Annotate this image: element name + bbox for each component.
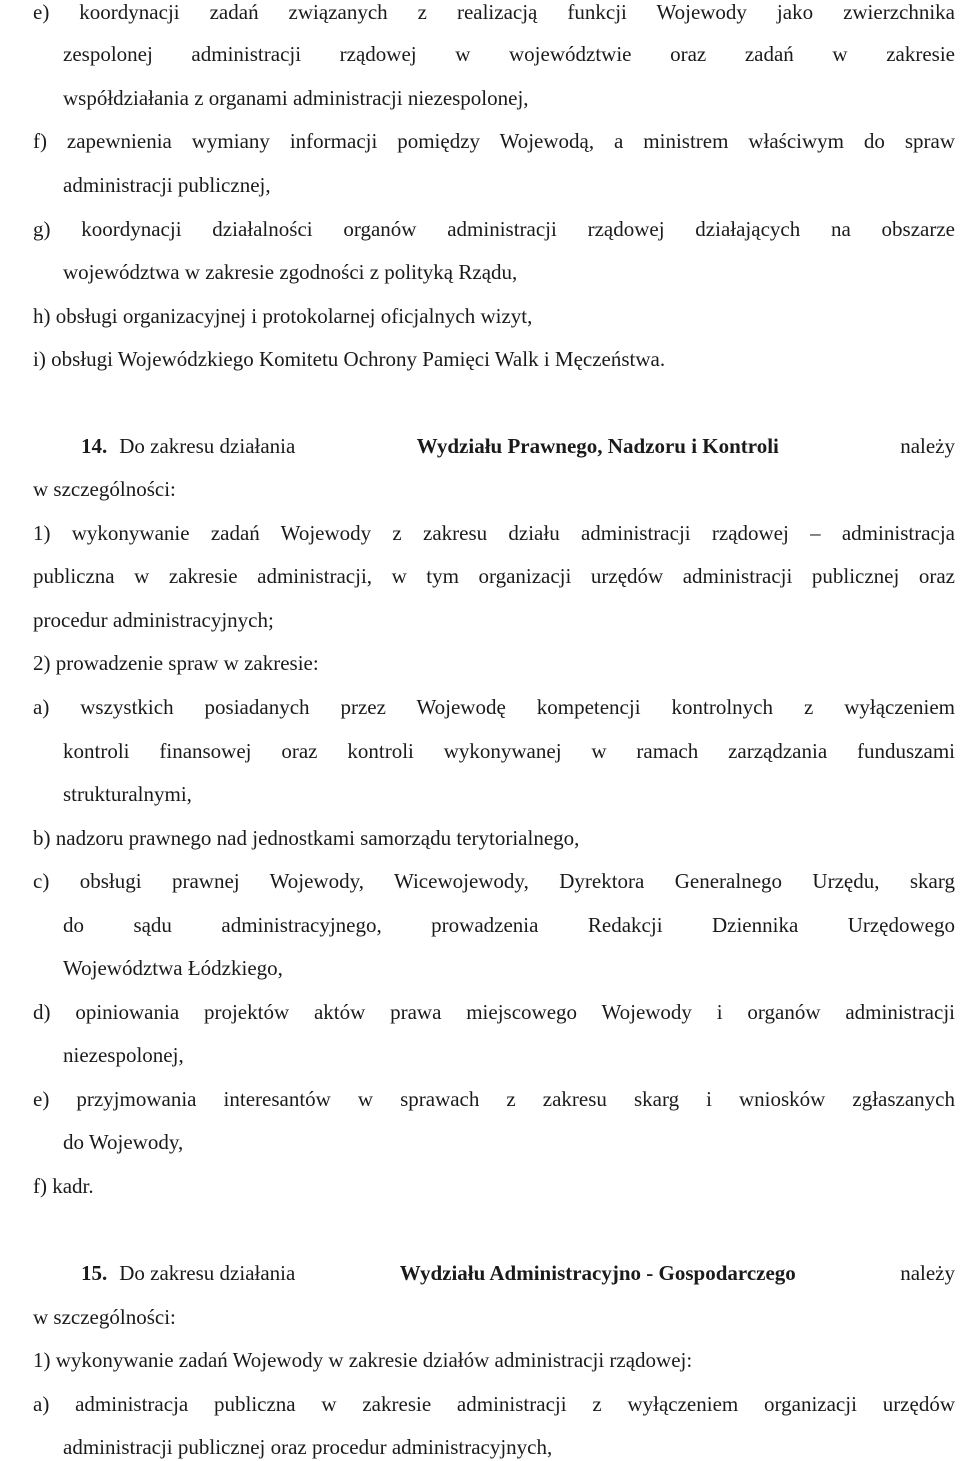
section-14-b: b) nadzoru prawnego nad jednostkami samorządu terytorialnego, xyxy=(33,826,580,850)
section-15-intro: Do zakresu działania xyxy=(119,1261,296,1285)
section-14-c-line3: Województwa Łódzkiego, xyxy=(63,956,283,980)
section-14-należy: należy xyxy=(900,434,955,458)
section-15-należy: należy xyxy=(900,1261,955,1285)
section-14-a-line3: strukturalnymi, xyxy=(63,782,192,806)
section-14-item1-line2: publiczna w zakresie administracji, w tym organizacji urzędów administracji publicznej oraz xyxy=(33,564,955,588)
list-item-f-line2: administracji publicznej, xyxy=(63,173,271,197)
section-15-heading xyxy=(33,1259,955,1287)
list-item-f-line1: f) zapewnienia wymiany informacji pomiędzy Wojewodą, a ministrem właściwym do spraw xyxy=(33,129,955,153)
section-15-a-line2: administracji publicznej oraz procedur administracyjnych, xyxy=(63,1435,553,1459)
section-14-c-line1: c) obsługi prawnej Wojewody, Wicewojewody, Dyrektora Generalnego Urzędu, skarg xyxy=(33,869,955,893)
list-item-i: i) obsługi Wojewódzkiego Komitetu Ochrony Pamięci Walk i Męczeństwa. xyxy=(33,347,666,371)
section-14-a-line2: kontroli finansowej oraz kontroli wykonywanej w ramach zarządzania funduszami xyxy=(63,739,955,763)
section-14-d-line2: niezespolonej, xyxy=(63,1043,184,1067)
section-15-number: 15. xyxy=(81,1261,108,1285)
list-item-e-line1: e) koordynacji zadań związanych z realizacją funkcji Wojewody jako zwierzchnika xyxy=(33,0,955,24)
section-14-department: Wydziału Prawnego, Nadzoru i Kontroli xyxy=(416,434,779,458)
section-14-f: f) kadr. xyxy=(33,1174,94,1198)
section-14-intro: Do zakresu działania xyxy=(119,434,296,458)
section-14-item2: 2) prowadzenie spraw w zakresie: xyxy=(33,651,319,675)
section-14-item1-line3: procedur administracyjnych; xyxy=(33,608,274,632)
section-14-heading xyxy=(33,432,955,460)
section-14-d-line1: d) opiniowania projektów aktów prawa miejscowego Wojewody i organów administracji xyxy=(33,1000,955,1024)
list-item-g-line2: województwa w zakresie zgodności z polityką Rządu, xyxy=(63,260,518,284)
list-item-e-line3: współdziałania z organami administracji niezespolonej, xyxy=(63,86,529,110)
section-14-number: 14. xyxy=(81,434,108,458)
section-14-c-line2: do sądu administracyjnego, prowadzenia Redakcji Dziennika Urzędowego xyxy=(63,913,955,937)
section-15-item1: 1) wykonywanie zadań Wojewody w zakresie działów administracji rządowej: xyxy=(33,1348,693,1372)
section-14-a-line1: a) wszystkich posiadanych przez Wojewodę kompetencji kontrolnych z wyłączeniem xyxy=(33,695,955,719)
list-item-e-line2: zespolonej administracji rządowej w województwie oraz zadań w zakresie xyxy=(63,42,955,66)
list-item-h: h) obsługi organizacyjnej i protokolarnej oficjalnych wizyt, xyxy=(33,304,533,328)
section-15-department: Wydziału Administracyjno - Gospodarczego xyxy=(399,1261,796,1285)
section-14-e-line2: do Wojewody, xyxy=(63,1130,184,1154)
section-14-line2: w szczególności: xyxy=(33,477,176,501)
section-14-item1-line1: 1) wykonywanie zadań Wojewody z zakresu działu administracji rządowej – administracja xyxy=(33,521,955,545)
list-item-g-line1: g) koordynacji działalności organów administracji rządowej działających na obszarze xyxy=(33,217,955,241)
section-14-e-line1: e) przyjmowania interesantów w sprawach z zakresu skarg i wniosków zgłaszanych xyxy=(33,1087,955,1111)
section-15-a-line1: a) administracja publiczna w zakresie administracji z wyłączeniem organizacji urzędów xyxy=(33,1392,955,1416)
section-15-line2: w szczególności: xyxy=(33,1305,176,1329)
